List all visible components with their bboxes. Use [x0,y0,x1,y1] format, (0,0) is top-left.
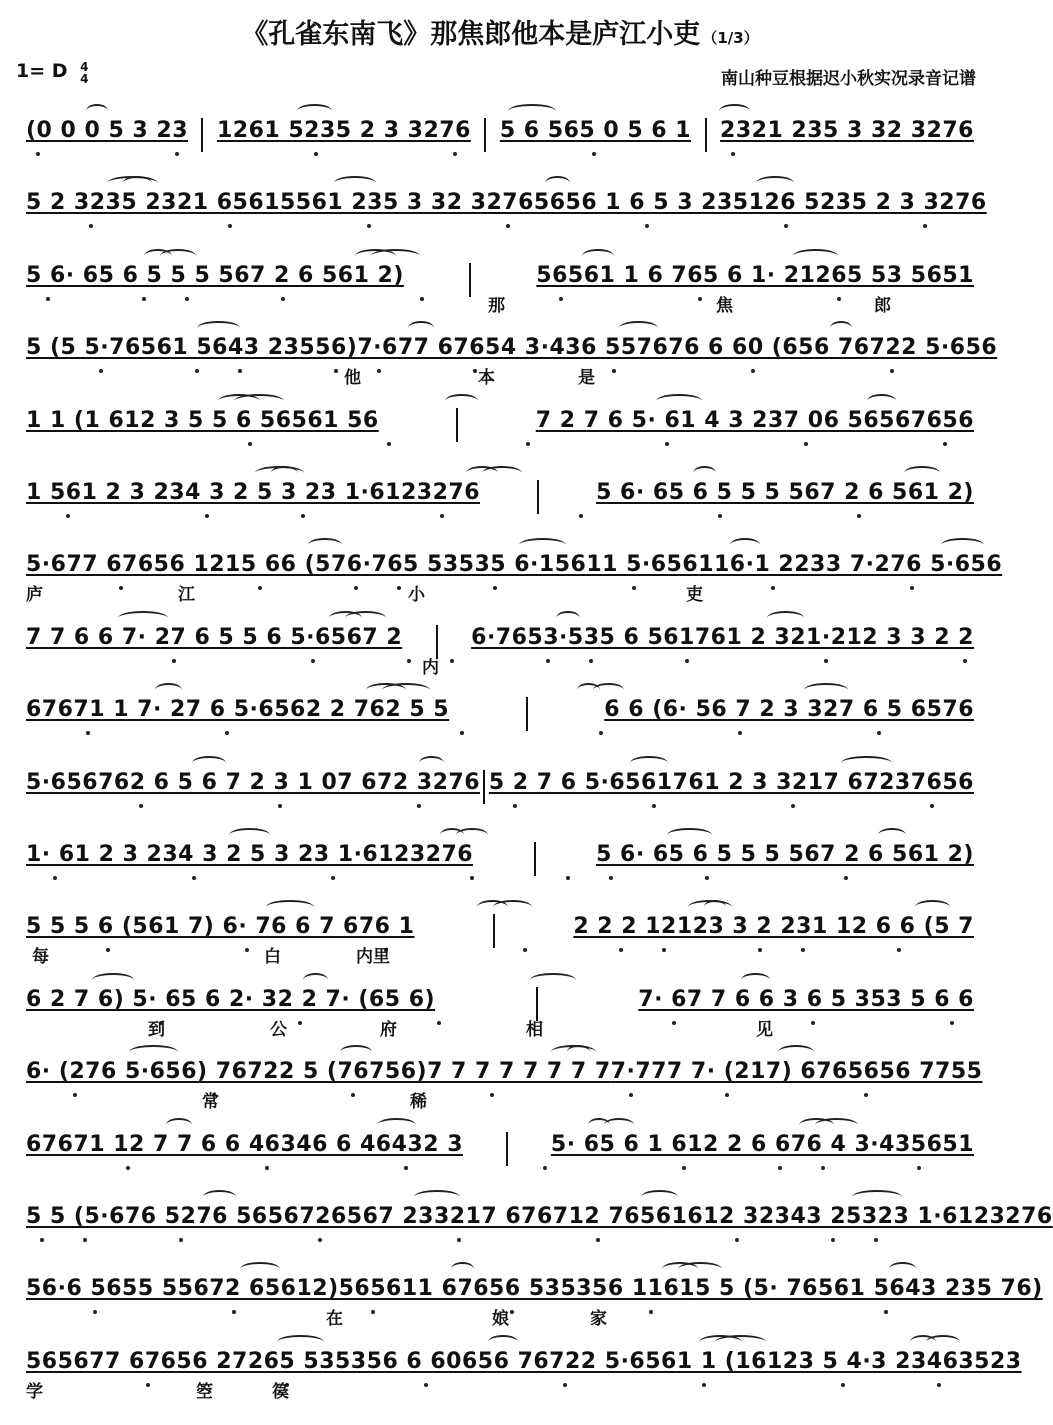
octave-dot [543,1166,547,1170]
octave-dot [457,1238,461,1242]
measure-notes: 6 6 60 (656 76722 5·656 [684,335,998,361]
slur-marks [26,1254,974,1276]
measure-notes: 5 6 565 0 5 6 1 [499,118,692,143]
octave-dot [917,1166,921,1170]
title-text: 《孔雀东南飞》那焦郎他本是庐江小吏 [241,19,701,50]
octave-dots [26,152,974,160]
measure-notes: 7 7 7 7 7 7 7 7 [427,1059,611,1085]
octave-dot [417,804,421,808]
slur-arc [240,1262,280,1276]
slur-marks [26,892,974,914]
slur-arc [889,1262,916,1276]
slur-arc [107,176,158,190]
measure-notes: 2321 235 3 32 3276 [720,118,974,143]
slur-marks [26,168,974,190]
slur-marks [26,675,974,697]
octave-dot [86,731,90,735]
octave-dot [331,876,335,880]
note-line [26,842,974,876]
measure-notes: 5 6· 65 6 5 5 5 567 2 6 561 2) [596,842,974,867]
octave-dots [26,804,974,812]
octave-dot [314,152,318,156]
lyric-char: 内 [422,657,439,678]
lyrics-line [26,653,974,678]
octave-dot [265,1166,269,1170]
slur-arc [277,1335,324,1349]
octave-dot [791,804,795,808]
lyric-char: 焦 [716,295,733,316]
lyric-char: 在 [326,1309,343,1330]
slur-arc [166,1118,192,1132]
lyrics-line [26,1087,974,1113]
lyrics-line [26,942,974,968]
octave-dots [26,514,974,522]
slur-arc [218,394,260,408]
measure-notes: 7 7 6 6 7· 27 6 5 5 6 5·6567 2 [26,624,403,650]
slur-arc [445,394,478,408]
slur-arc [630,756,668,770]
lyrics-line [26,580,974,606]
octave-dot [139,804,143,808]
slur-arc [910,1335,936,1349]
slur-arc [440,828,464,842]
measure-notes: 6·7653·535 6 561761 2 321·212 3 3 2 2 [471,624,974,650]
lyric-char: 他 [344,368,361,389]
slur-arc [582,249,614,263]
octave-dot [665,442,669,446]
octave-dots [26,1238,974,1246]
score-row [26,748,974,818]
slur-arc [904,466,940,480]
lyric-char: 庐 [26,585,43,606]
lyric-char: 内里 [356,947,390,968]
score-row [26,1182,1053,1252]
page-indicator: （1/3） [702,29,759,47]
lyric-char: 稀 [410,1092,427,1113]
slur-marks [26,748,974,770]
slur-marks [26,530,974,552]
slur-arc [719,104,750,118]
note-line [26,1204,1053,1238]
octave-dot [705,876,709,880]
octave-dot [609,876,613,880]
slur-arc [308,538,342,552]
time-bottom: 4 [80,72,89,86]
slur-marks [26,603,974,625]
slur-arc [203,1190,236,1204]
lyric-char: 公 [270,1019,287,1040]
octave-dot [453,152,457,156]
slur-arc [667,828,712,842]
lyric-char: 箜 [196,1381,213,1402]
slur-marks [26,1110,974,1132]
measure-notes: 67671 1 7· 27 6 5·6562 2 762 5 5 [26,697,450,723]
bar-line [483,770,485,804]
slur-arc [793,249,838,263]
octave-dot [877,731,881,735]
slur-arc [488,1335,518,1349]
transcription-credit: 南山种豆根据迟小秋实况录音记谱 [721,69,976,89]
measure-notes: 7·777 7· (217) 6765656 7755 [610,1059,983,1085]
lyric-char: 常 [202,1092,219,1113]
slur-arc [804,683,848,697]
measure-notes: 5 6· 65 6 5 5 5 567 2 6 561 2) [596,480,974,505]
lyric-char: 篌 [272,1381,289,1402]
slur-marks [26,1037,974,1059]
measure-notes: 6567 233217 676712 7656 [330,1204,672,1229]
measure-notes: 5· 65 6 1 612 2 6 676 4 3·435651 [550,1131,974,1157]
measure-notes: 1261 5235 2 3 3276 [216,118,471,143]
slur-arc [519,538,566,552]
slur-marks [26,1327,974,1349]
octave-dot [83,1238,87,1242]
octave-dot [599,731,603,735]
lyric-char: 白 [264,947,281,968]
measure-notes: 565611 67656 535356 1161 [338,1276,696,1302]
slur-arc [451,1262,474,1276]
octave-dot [318,1238,322,1242]
slur-arc [867,394,896,408]
octave-dot [404,1166,408,1170]
slur-arc [329,611,362,625]
octave-dot [301,514,305,518]
measure-notes: 6· (276 5·656) 76722 5 (76756) [26,1059,428,1085]
octave-dot [874,1238,878,1242]
slur-arc [699,1335,742,1349]
slur-marks [26,1182,974,1204]
octave-dot [738,731,742,735]
measure-notes: 1 1 (1 612 3 5 5 6 56561 56 [26,407,379,433]
measure-notes: 7·677 67654 3·436 55767 [357,335,685,361]
slur-arc [92,973,134,987]
octave-dots [26,1166,974,1174]
slur-arc [767,611,804,625]
slur-arc [297,104,332,118]
slur-arc [688,900,732,914]
slur-arc [155,683,182,697]
lyric-char: 郎 [874,295,891,316]
slur-arc [756,176,794,190]
octave-dot [470,876,474,880]
slur-arc [366,683,406,697]
slur-arc [588,1118,610,1132]
score-row [26,1110,974,1180]
lyrics-line [26,363,974,389]
octave-dot [784,224,788,228]
measure-notes: 2 2 2 12123 3 2 231 12 6 6 (5 7 [573,914,974,940]
slur-arc [414,1190,460,1204]
score-row [26,458,974,528]
measure-notes: 5·677 67656 1215 66 (57 [26,552,347,578]
lyric-char: 家 [590,1309,607,1330]
slur-arc [577,683,600,697]
measure-notes: 1 1 (16123 5 4·3 23463523 [676,1348,1022,1374]
octave-dot [513,804,517,808]
octave-dot [526,442,530,446]
octave-dot [175,152,179,156]
octave-dot [440,514,444,518]
slur-arc [915,900,950,914]
key-text: 1= D [16,60,68,82]
lyric-char: 学 [26,1381,43,1402]
measure-notes: 116·1 2233 7·276 5·656 [698,552,1003,578]
measure-notes: 1 561 2 3 234 3 2 5 3 23 1·6123276 [26,480,481,505]
note-line [26,1132,974,1166]
measure-notes: 5656 1 6 5 3 235 [533,190,749,216]
octave-dots [26,731,974,739]
measure-notes: 5 5 5 6 (561 7) 6· 76 6 7 676 1 [26,914,415,940]
slur-arc [197,321,240,335]
octave-dots [26,442,974,450]
slur-arc [508,104,556,118]
measure-notes: (0 0 0 5 3 23 [26,118,189,143]
octave-dot [278,804,282,808]
octave-dot [592,152,596,156]
measure-notes: 126 5235 2 3 3276 [748,190,987,216]
key-signature [16,60,89,85]
time-top: 4 [80,60,89,74]
slur-arc [641,1190,678,1204]
slur-marks [26,313,974,335]
time-signature [80,61,88,85]
slur-arc [355,249,396,263]
octave-dots [26,876,974,884]
slur-arc [730,538,760,552]
score-row [26,1254,1043,1330]
bar-line [506,1132,508,1166]
slur-arc [619,321,658,335]
octave-dot [36,152,40,156]
measure-notes: 1· 61 2 3 234 3 2 5 3 23 1·6123276 [26,842,474,867]
lyric-char: 江 [178,585,195,606]
octave-dot [943,442,947,446]
lyric-char: 相 [526,1019,543,1040]
octave-dot [645,224,649,228]
score-row [26,313,998,389]
slur-arc [340,1045,372,1059]
score-row [26,603,974,678]
octave-dot [566,876,570,880]
lyrics-line [26,291,974,316]
slur-arc [118,611,168,625]
slur-arc [334,176,376,190]
octave-dot [857,514,861,518]
slur-arc [841,756,892,770]
bar-line [705,118,707,152]
octave-dot [192,876,196,880]
note-line [26,697,974,731]
octave-dot [652,804,656,808]
note-line [26,770,974,804]
octave-dot [579,514,583,518]
lyric-char: 到 [148,1019,165,1040]
slur-arc [656,394,702,408]
measure-notes: 5 5 (5· 76561 5643 235 76) [695,1276,1043,1302]
measure-notes: 56561 1 6 765 6 1· 21265 53 5651 [536,262,974,288]
octave-dot [179,1238,183,1242]
slur-arc [530,973,576,987]
octave-dot [126,1166,130,1170]
lyric-char: 是 [578,368,595,389]
measure-notes: 6 6 (6· 56 7 2 3 327 6 5 6576 [604,697,974,723]
lyric-char: 见 [756,1019,773,1040]
octave-dot [735,1238,739,1242]
score-row [26,241,974,316]
octave-dot [248,442,252,446]
octave-dot [831,1238,835,1242]
lyrics-line [26,1015,974,1040]
octave-dot [40,1238,44,1242]
lyrics-line [26,1377,974,1402]
measure-notes: 6 2 7 6) 5· 65 6 2· 32 2 7· (65 6) [26,986,436,1012]
slur-arc [192,756,226,770]
slur-arc [86,104,108,118]
lyric-char: 吏 [686,585,703,606]
lyric-char: 那 [488,295,505,316]
note-line [26,480,974,514]
octave-dot [682,1166,686,1170]
octave-dot [718,514,722,518]
slur-marks [26,820,974,842]
slur-arc [144,249,172,263]
octave-dot [506,224,510,228]
measure-notes: 1612 32343 25323 1·6123276 [671,1204,1053,1229]
measure-notes: 5 6· 65 6 5 5 5 567 2 6 561 2) [26,262,404,288]
octave-dots [26,224,974,232]
slur-arc [830,321,852,335]
measure-notes: 5 2 7 6 5·6561761 2 3 3217 67237656 [488,769,974,795]
lyric-char: 本 [478,368,495,389]
measure-notes: 7 2 7 6 5· 61 4 3 237 06 56567656 [535,407,974,433]
slur-arc [741,973,770,987]
measure-notes: 5 (5 5·76561 5643 23556) [26,335,358,361]
measure-notes: 7· 67 7 6 6 3 6 5 353 5 6 6 [638,986,974,1012]
bar-line [456,408,458,442]
slur-arc [778,1045,814,1059]
score-row [26,965,974,1040]
octave-dot [225,731,229,735]
lyric-char: 每 [32,947,49,968]
note-line [26,118,974,152]
measure-notes: 565677 67656 27265 53535 [26,1348,383,1374]
octave-dot [731,152,735,156]
slur-arc [852,1190,902,1204]
slur-arc [878,828,906,842]
slur-arc [551,1045,596,1059]
slur-arc [477,900,508,914]
lyric-char: 娘 [492,1309,509,1330]
slur-arc [799,1118,834,1132]
bar-line [526,697,528,731]
slur-marks [26,96,974,118]
lyrics-line [26,1304,974,1330]
score-row [26,892,974,968]
score-row [26,820,974,890]
measure-notes: 56·6 5655 55672 65612) [26,1276,339,1302]
slur-arc [129,1045,178,1059]
slur-arc [255,466,304,480]
slur-arc [266,900,314,914]
measure-notes: 5 5 (5·676 5276 565672 [26,1204,331,1229]
bar-line [201,118,203,152]
score-row [26,1327,1022,1402]
slur-arc [377,1118,416,1132]
measure-notes: 5·656762 6 5 6 7 2 3 1 07 672 3276 [26,769,481,795]
bar-line [537,480,539,514]
slur-arc [941,538,984,552]
score-row [26,530,1003,606]
measure-notes: 5 2 3235 2321 6561 [26,190,280,216]
bar-line [484,118,486,152]
slur-marks [26,458,974,480]
octave-dot [930,804,934,808]
slur-arc [693,466,716,480]
score-row [26,675,974,745]
measure-notes: 67671 12 7 7 6 6 46346 6 46432 3 [26,1131,464,1157]
octave-dot [778,1166,782,1170]
slur-arc [662,1262,698,1276]
octave-dot [596,1238,600,1242]
octave-dot [460,731,464,735]
octave-dot [53,876,57,880]
measure-notes: 6·765 53535 6·15611 5·656 [346,552,699,578]
measure-notes: 6 6 60656 76722 5·656 [382,1348,677,1374]
slur-arc [229,828,270,842]
octave-dot [367,224,371,228]
score-title [0,12,1000,51]
measure-notes: 5561 235 3 32 3276 [279,190,534,216]
octave-dot [923,224,927,228]
octave-dot [228,224,232,228]
octave-dot [66,514,70,518]
bar-line [534,842,536,876]
slur-marks [26,965,974,987]
octave-dot [205,514,209,518]
lyric-char: 府 [380,1019,397,1040]
score-row [26,386,974,456]
slur-arc [419,756,444,770]
slur-arc [408,321,434,335]
slur-arc [466,466,498,480]
octave-dot [89,224,93,228]
slur-arc [303,973,328,987]
score-row [26,96,974,166]
slur-arc [545,176,570,190]
slur-arc [556,611,580,625]
score-row [26,168,987,238]
slur-marks [26,241,974,263]
lyric-char: 小 [408,585,425,606]
note-line [26,190,987,224]
note-line [26,408,974,442]
octave-dot [821,1166,825,1170]
score-row [26,1037,983,1113]
slur-marks [26,386,974,408]
octave-dot [844,876,848,880]
octave-dot [387,442,391,446]
octave-dot [804,442,808,446]
